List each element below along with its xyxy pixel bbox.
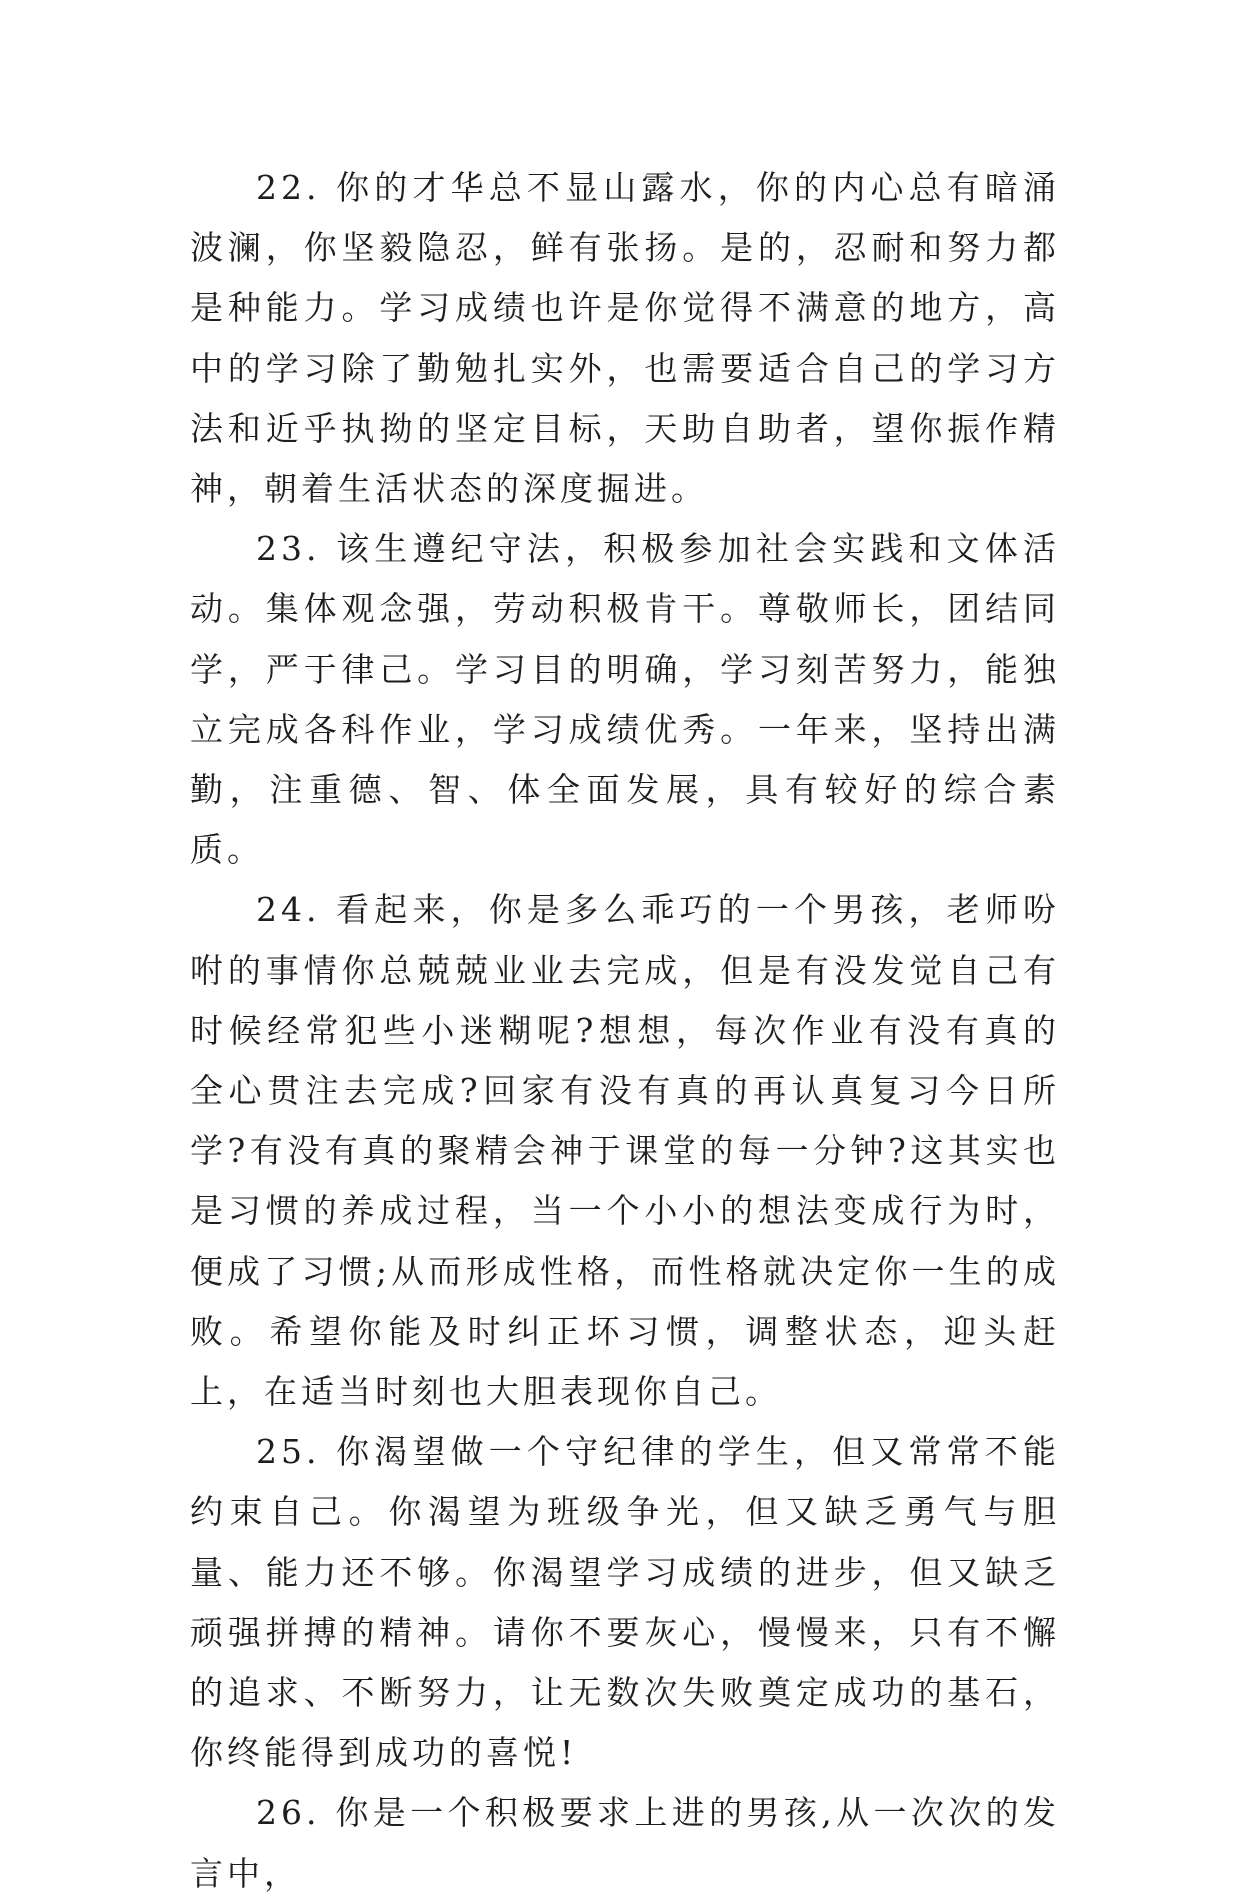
paragraph-26: 26. 你是一个积极要求上进的男孩,从一次次的发言中， xyxy=(190,1793,1060,1893)
paragraph-24: 24. 看起来，你是多么乖巧的一个男孩，老师吩咐的事情你总兢兢业业去完成，但是有没发觉自己有时候经常犯些小迷糊呢?想想，每次作业有没有真的全心贯注去完成?回家有没有真的再认真复习今日所学?有没有真的聚精会神于课堂的每一分钟?这其实也是习惯的养成过程，当一个小小的想法变成行为时，便成了习惯;从而形成性格，而性格就决定你一生的成败。希望你能及时纠正坏习惯，调整状态，迎头赶上，在适当时刻也大胆表现你自己。 xyxy=(190,890,1060,1412)
document-body xyxy=(190,158,1060,1904)
paragraph-23: 23. 该生遵纪守法，积极参加社会实践和文体活动。集体观念强，劳动积极肯干。尊敬师长，团结同学，严于律己。学习目的明确，学习刻苦努力，能独立完成各科作业，学习成绩优秀。一年来，坚持出满勤，注重德、智、体全面发展，具有较好的综合素质。 xyxy=(190,529,1060,870)
paragraph-25: 25. 你渴望做一个守纪律的学生，但又常常不能约束自己。你渴望为班级争光，但又缺乏勇气与胆量、能力还不够。你渴望学习成绩的进步，但又缺乏顽强拼搏的精神。请你不要灰心，慢慢来，只有不懈的追求、不断努力，让无数次失败奠定成功的基石，你终能得到成功的喜悦! xyxy=(190,1432,1060,1773)
paragraph-22: 22. 你的才华总不显山露水，你的内心总有暗涌波澜，你坚毅隐忍，鲜有张扬。是的，忍耐和努力都是种能力。学习成绩也许是你觉得不满意的地方，高中的学习除了勤勉扎实外，也需要适合自己的学习方法和近乎执拗的坚定目标，天助自助者，望你振作精神，朝着生活状态的深度掘进。 xyxy=(190,168,1060,509)
